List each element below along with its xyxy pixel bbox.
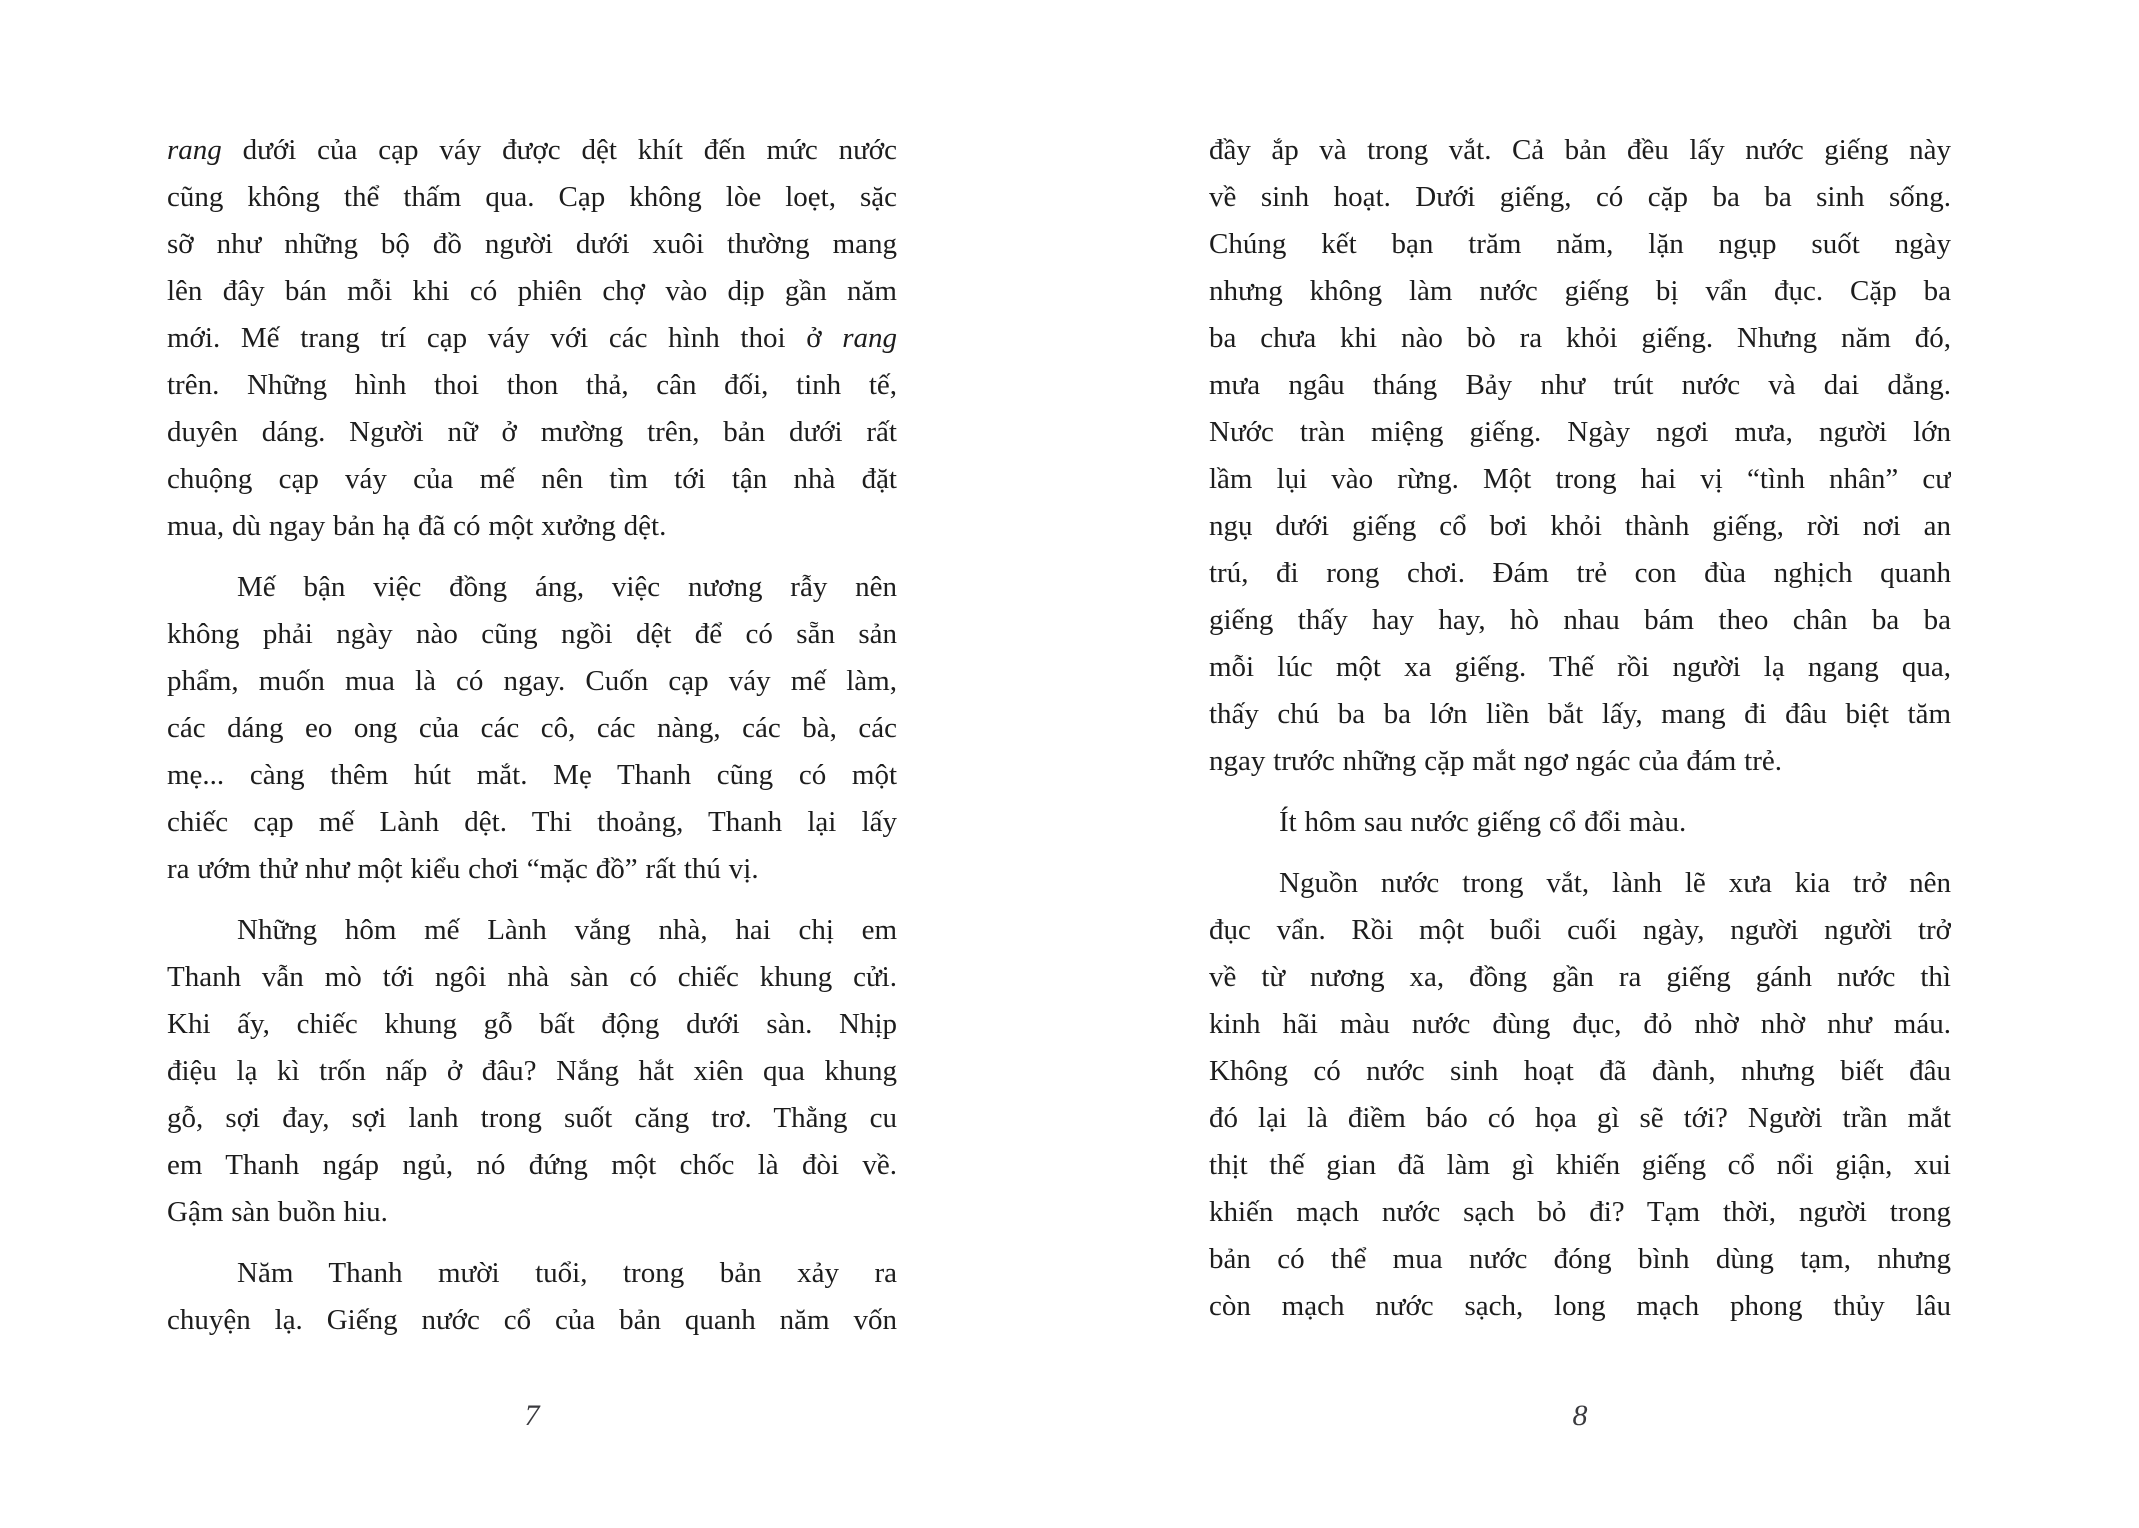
text-line: chiếc cạp mế Lành dệt. Thi thoảng, Thanh lại lấy xyxy=(167,806,897,838)
text-line: phẩm, muốn mua là có ngay. Cuốn cạp váy mế làm, xyxy=(167,665,897,697)
text-line: các dáng eo ong của các cô, các nàng, các bà, các xyxy=(167,712,897,744)
text-line: thấy chú ba ba lớn liền bắt lấy, mang đi đâu biệt tăm xyxy=(1209,698,1951,730)
text-line: rang dưới của cạp váy được dệt khít đến mức nước xyxy=(167,134,897,166)
text-line: không phải ngày nào cũng ngồi dệt để có sẵn sản xyxy=(167,618,897,650)
page-number-right: 8 xyxy=(1572,1399,1588,1432)
text-line: mỗi lúc một xa giếng. Thế rồi người lạ ngang qua, xyxy=(1209,651,1951,683)
page-left-text xyxy=(167,127,897,1344)
text-line: sỡ như những bộ đồ người dưới xuôi thường mang xyxy=(167,228,897,260)
text-line: lên đây bán mỗi khi có phiên chợ vào dịp gần năm xyxy=(167,275,897,307)
text-line: cũng không thể thấm qua. Cạp không lòe loẹt, sặc xyxy=(167,181,897,213)
text-line: điệu lạ kì trốn nấp ở đâu? Nắng hắt xiên qua khung xyxy=(167,1055,897,1087)
text-line: kinh hãi màu nước đùng đục, đỏ nhờ nhờ như máu. xyxy=(1209,1008,1951,1040)
text-line: chuyện lạ. Giếng nước cổ của bản quanh năm vốn xyxy=(167,1304,897,1336)
text-line: ngay trước những cặp mắt ngơ ngác của đám trẻ. xyxy=(1209,745,1783,777)
paragraph xyxy=(167,1250,897,1344)
text-line: duyên dáng. Người nữ ở mường trên, bản dưới rất xyxy=(167,416,897,448)
text-line: mưa ngâu tháng Bảy như trút nước và dai dẳng. xyxy=(1209,369,1951,401)
text-line: Không có nước sinh hoạt đã đành, nhưng biết đâu xyxy=(1209,1055,1951,1087)
paragraph xyxy=(167,564,897,893)
page-number-left: 7 xyxy=(524,1399,540,1432)
paragraph xyxy=(1209,127,1951,785)
page-right-text xyxy=(1209,127,1951,1330)
text-line: ngụ dưới giếng cổ bơi khỏi thành giếng, rời nơi an xyxy=(1209,510,1951,542)
text-line: mới. Mế trang trí cạp váy với các hình thoi ở rang xyxy=(167,322,897,354)
text-line: Nước tràn miệng giếng. Ngày ngơi mưa, người lớn xyxy=(1209,416,1951,448)
text-line: trên. Những hình thoi thon thả, cân đối, tinh tế, xyxy=(167,369,897,401)
text-line: ra ướm thử như một kiểu chơi “mặc đồ” rất thú vị. xyxy=(167,853,759,885)
text-line: thịt thế gian đã làm gì khiến giếng cổ nổi giận, xui xyxy=(1209,1149,1951,1181)
text-line: về sinh hoạt. Dưới giếng, có cặp ba ba sinh sống. xyxy=(1209,181,1951,213)
text-line: bản có thể mua nước đóng bình dùng tạm, nhưng xyxy=(1209,1243,1951,1275)
text-line: Khi ấy, chiếc khung gỗ bất động dưới sàn. Nhịp xyxy=(167,1008,897,1040)
paragraph xyxy=(1209,860,1951,1330)
text-line: về từ nương xa, đồng gần ra giếng gánh nước thì xyxy=(1209,961,1951,993)
text-line: Thanh vẫn mò tới ngôi nhà sàn có chiếc khung cửi. xyxy=(167,961,897,993)
paragraph xyxy=(1209,799,1951,846)
text-line: em Thanh ngáp ngủ, nó đứng một chốc là đòi về. xyxy=(167,1149,897,1181)
text-line: Ít hôm sau nước giếng cổ đổi màu. xyxy=(1279,806,1687,838)
text-line: ba chưa khi nào bò ra khỏi giếng. Nhưng năm đó, xyxy=(1209,322,1951,354)
text-line: Những hôm mế Lành vắng nhà, hai chị em xyxy=(237,914,897,946)
paragraph xyxy=(167,127,897,550)
text-line: khiến mạch nước sạch bỏ đi? Tạm thời, người trong xyxy=(1209,1196,1951,1228)
paragraph xyxy=(167,907,897,1236)
text-line: Gậm sàn buồn hiu. xyxy=(167,1196,388,1228)
text-line: Năm Thanh mười tuổi, trong bản xảy ra xyxy=(237,1257,897,1289)
text-line: Nguồn nước trong vắt, lành lẽ xưa kia trở nên xyxy=(1279,867,1951,899)
text-line: đầy ắp và trong vắt. Cả bản đều lấy nước giếng này xyxy=(1209,134,1951,166)
text-line: lầm lụi vào rừng. Một trong hai vị “tình nhân” cư xyxy=(1209,463,1951,495)
text-line: trú, đi rong chơi. Đám trẻ con đùa nghịch quanh xyxy=(1209,557,1951,589)
text-line: còn mạch nước sạch, long mạch phong thủy lâu xyxy=(1209,1290,1951,1322)
text-line: mẹ... càng thêm hút mắt. Mẹ Thanh cũng có một xyxy=(167,759,897,791)
text-line: Chúng kết bạn trăm năm, lặn ngụp suốt ngày xyxy=(1209,228,1951,260)
text-line: gỗ, sợi đay, sợi lanh trong suốt căng trơ. Thằng cu xyxy=(167,1102,897,1134)
text-line: giếng thấy hay hay, hò nhau bám theo chân ba ba xyxy=(1209,604,1951,636)
text-line: đó lại là điềm báo có họa gì sẽ tới? Người trần mắt xyxy=(1209,1102,1951,1134)
text-line: đục vẩn. Rồi một buổi cuối ngày, người người trở xyxy=(1209,914,1951,946)
text-line: Mế bận việc đồng áng, việc nương rẫy nên xyxy=(237,571,897,603)
text-line: chuộng cạp váy của mế nên tìm tới tận nhà đặt xyxy=(167,463,897,495)
text-line: mua, dù ngay bản hạ đã có một xưởng dệt. xyxy=(167,510,667,542)
text-line: nhưng không làm nước giếng bị vẩn đục. Cặp ba xyxy=(1209,275,1951,307)
